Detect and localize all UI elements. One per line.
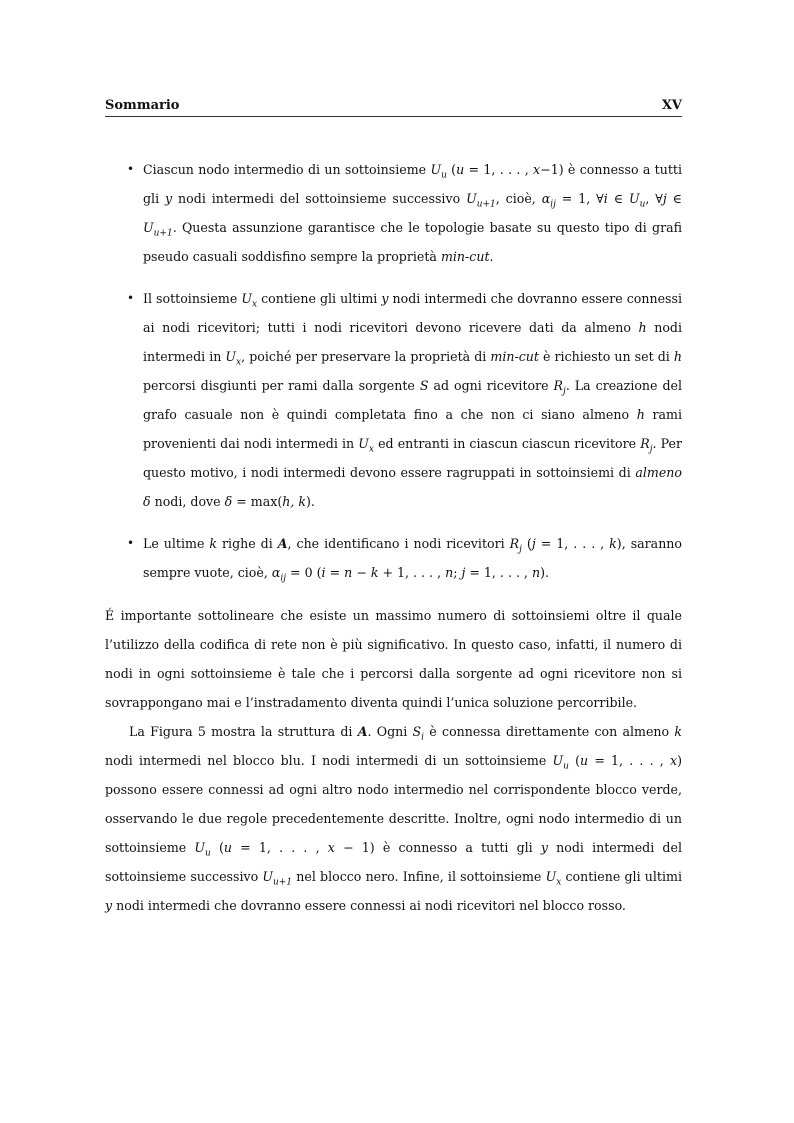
text-run: ad ogni ricevitore — [428, 378, 554, 393]
math-symbol: δ — [143, 494, 151, 509]
math-subscript: i — [421, 732, 425, 743]
text-run: Ciascun nodo intermedio di un sottoinsieme — [143, 162, 431, 177]
text-run: + 1, . . . , — [378, 565, 446, 580]
math-bold-symbol: A — [357, 724, 368, 739]
text-run: ∈ — [666, 191, 683, 206]
text-run: = 1, . . . , — [535, 536, 610, 551]
emphasis: almeno — [635, 465, 682, 480]
text-run: percorsi disgiunti per rami dalla sorgente — [143, 378, 420, 393]
math-symbol: U — [466, 191, 477, 206]
math-symbol: n — [531, 565, 541, 580]
bullet-icon: • — [127, 536, 135, 550]
math-symbol: u — [580, 753, 589, 768]
bullet-text — [143, 162, 682, 264]
text-run: ( — [210, 840, 224, 855]
math-symbol: S — [412, 724, 422, 739]
bullet-item — [105, 529, 682, 587]
text-run: Le ultime — [143, 536, 210, 551]
math-subscript: u — [639, 199, 646, 210]
math-symbol: α — [541, 191, 551, 206]
math-subscript: u — [205, 848, 211, 859]
text-run: ; — [453, 565, 462, 580]
text-run: ) possono essere connessi ad ogni altro nodo intermedio nel corrispondente blocco verde, osservando le due regole precedentemente descritte. Inoltre, ogni nodo intermedio di un sottoinsieme — [105, 753, 682, 855]
math-symbol: R — [640, 436, 650, 451]
text-run: . La creazione del grafo casuale non è quindi completata fino a che non ci siano almeno — [143, 378, 683, 422]
math-symbol: α — [271, 565, 281, 580]
math-symbol: j — [531, 536, 536, 551]
math-subscript: x — [368, 444, 374, 455]
math-symbol: h — [673, 349, 682, 364]
math-symbol: y — [165, 191, 173, 206]
text-run: = max( — [232, 494, 283, 509]
math-symbol: U — [430, 162, 442, 177]
math-symbol: R — [553, 378, 564, 393]
text-run: − — [352, 565, 371, 580]
math-subscript: u+1 — [476, 199, 496, 210]
text-run: nodi, dove — [150, 494, 225, 509]
emphasis: min-cut — [440, 249, 490, 264]
text-run: . Questa assunzione garantisce che le topologie basate su questo tipo di grafi pseudo casuali soddisfino sempre la proprietà — [143, 220, 682, 264]
math-subscript: ij — [550, 199, 556, 210]
header-section-title: Sommario — [105, 98, 180, 113]
math-subscript: x — [556, 877, 562, 888]
text-run: ed entranti in ciascun ciascun ricevitore — [373, 436, 641, 451]
math-symbol: x — [327, 840, 335, 855]
math-symbol: y — [381, 291, 389, 306]
text-run: nodi intermedi nel blocco blu. I nodi intermedi di un sottoinsieme — [105, 753, 553, 768]
text-run: , che identificano i nodi ricevitori — [287, 536, 510, 551]
math-symbol: y — [540, 840, 548, 855]
bullet-icon: • — [127, 162, 135, 176]
page — [105, 98, 682, 920]
math-symbol: U — [552, 753, 564, 768]
math-symbol: j — [662, 191, 667, 206]
math-subscript: x — [236, 357, 242, 368]
text-run: , cioè, — [495, 191, 542, 206]
text-run: La Figura 5 mostra la struttura di — [129, 724, 358, 739]
math-symbol: i — [321, 565, 326, 580]
bullet-list — [105, 155, 682, 587]
math-symbol: y — [105, 898, 113, 913]
text-run: nodi intermedi in — [143, 320, 682, 364]
math-symbol: S — [419, 378, 429, 393]
text-run: Il sottoinsieme — [143, 291, 242, 306]
text-run: −1) è connesso a tutti gli — [143, 162, 682, 206]
text-run: righe di — [217, 536, 278, 551]
text-run: nodi intermedi che dovranno essere connessi ai nodi ricevitori nel blocco rosso. — [112, 898, 626, 913]
text-run: contiene gli ultimi — [257, 291, 382, 306]
math-subscript: j — [649, 444, 653, 455]
bullet-text — [143, 536, 682, 584]
math-symbol: u — [456, 162, 465, 177]
math-symbol: i — [603, 191, 608, 206]
bullet-item — [105, 155, 682, 271]
emphasis: min-cut — [490, 349, 539, 364]
math-symbol: U — [262, 869, 273, 884]
text-run: nel blocco nero. Infine, il sottoinsieme — [292, 869, 546, 884]
math-symbol: U — [143, 220, 154, 235]
text-run: ( — [446, 162, 457, 177]
math-subscript: j — [563, 386, 566, 397]
math-symbol: h — [638, 320, 647, 335]
math-symbol: U — [628, 191, 640, 206]
text-run: = 1, . . . , — [465, 565, 532, 580]
math-symbol: x — [669, 753, 678, 768]
math-symbol: R — [509, 536, 520, 551]
text-run: ). — [305, 494, 315, 509]
math-subscript: u — [563, 761, 569, 772]
text-run: . Ogni — [367, 724, 413, 739]
text-run: ( — [521, 536, 532, 551]
bullet-item — [105, 284, 682, 516]
text-run: − 1) è connesso a tutti gli — [334, 840, 541, 855]
math-symbol: U — [358, 436, 369, 451]
body-text — [105, 155, 682, 920]
text-run: , ∀ — [645, 191, 663, 206]
bullet-text — [143, 291, 682, 509]
math-symbol: U — [225, 349, 237, 364]
text-run: É importante sottolineare che esiste un massimo numero di sottoinsiemi oltre il quale l’utilizzo della codifica di rete non è più significativo. In questo caso, infatti, il numero di nodi in ogni sottoinsieme è tale che i percorsi dalla sorgente ad ogni ricevitore non si sovrappongano mai e l’instradamento diventa quindi l’unica soluzione percorribile. — [105, 608, 682, 710]
text-run: = 1, . . . , — [232, 840, 328, 855]
paragraph — [105, 717, 682, 920]
math-bold-symbol: A — [277, 536, 288, 551]
text-run: nodi intermedi del sottoinsieme successivo — [172, 191, 467, 206]
math-symbol: k — [674, 724, 682, 739]
text-run: ∈ — [607, 191, 629, 206]
math-subscript: x — [251, 299, 258, 310]
text-run: nodi intermedi che dovranno essere connessi ai nodi ricevitori; tutti i nodi ricevitori devono ricevere dati da almeno — [143, 291, 682, 335]
math-subscript: u+1 — [153, 228, 173, 239]
math-symbol: δ — [224, 494, 233, 509]
text-run: = 0 ( — [286, 565, 322, 580]
math-symbol: U — [241, 291, 252, 306]
math-subscript: ij — [280, 573, 287, 584]
text-run: = 1, . . . , — [464, 162, 534, 177]
text-run: . — [489, 249, 494, 264]
math-symbol: j — [461, 565, 466, 580]
math-subscript: u — [441, 170, 447, 181]
text-run: contiene gli ultimi — [561, 869, 682, 884]
text-run: = 1, ∀ — [555, 191, 604, 206]
paragraph — [105, 601, 682, 717]
text-run: rami provenienti dai nodi intermedi in — [143, 407, 682, 451]
text-run: è richiesto un set di — [538, 349, 674, 364]
bullet-icon: • — [127, 291, 135, 305]
math-symbol: n — [344, 565, 353, 580]
math-symbol: U — [545, 869, 557, 884]
text-run: . Per questo motivo, i nodi intermedi devono essere ragruppati in sottoinsiemi di — [143, 436, 683, 480]
math-symbol: x — [533, 162, 541, 177]
running-head — [105, 98, 682, 117]
text-run: ( — [568, 753, 581, 768]
math-symbol: U — [194, 840, 206, 855]
text-run: è connessa direttamente con almeno — [424, 724, 675, 739]
header-page-number: XV — [661, 98, 682, 113]
math-symbol: h — [636, 407, 645, 422]
text-run: nodi intermedi del sottoinsieme successivo — [105, 840, 682, 884]
text-run: , poiché per preservare la proprietà di — [241, 349, 491, 364]
text-run: ). — [540, 565, 550, 580]
math-symbol: h, k — [282, 494, 306, 509]
math-symbol: k — [209, 536, 218, 551]
math-symbol: k — [370, 565, 379, 580]
math-symbol: k — [609, 536, 617, 551]
math-subscript: u+1 — [273, 877, 293, 888]
text-run: = — [325, 565, 345, 580]
text-run: = 1, . . . , — [588, 753, 670, 768]
text-run: ), saranno sempre vuote, cioè, — [143, 536, 682, 580]
math-subscript: j — [519, 544, 522, 555]
math-symbol: u — [223, 840, 233, 855]
math-symbol: n — [445, 565, 454, 580]
